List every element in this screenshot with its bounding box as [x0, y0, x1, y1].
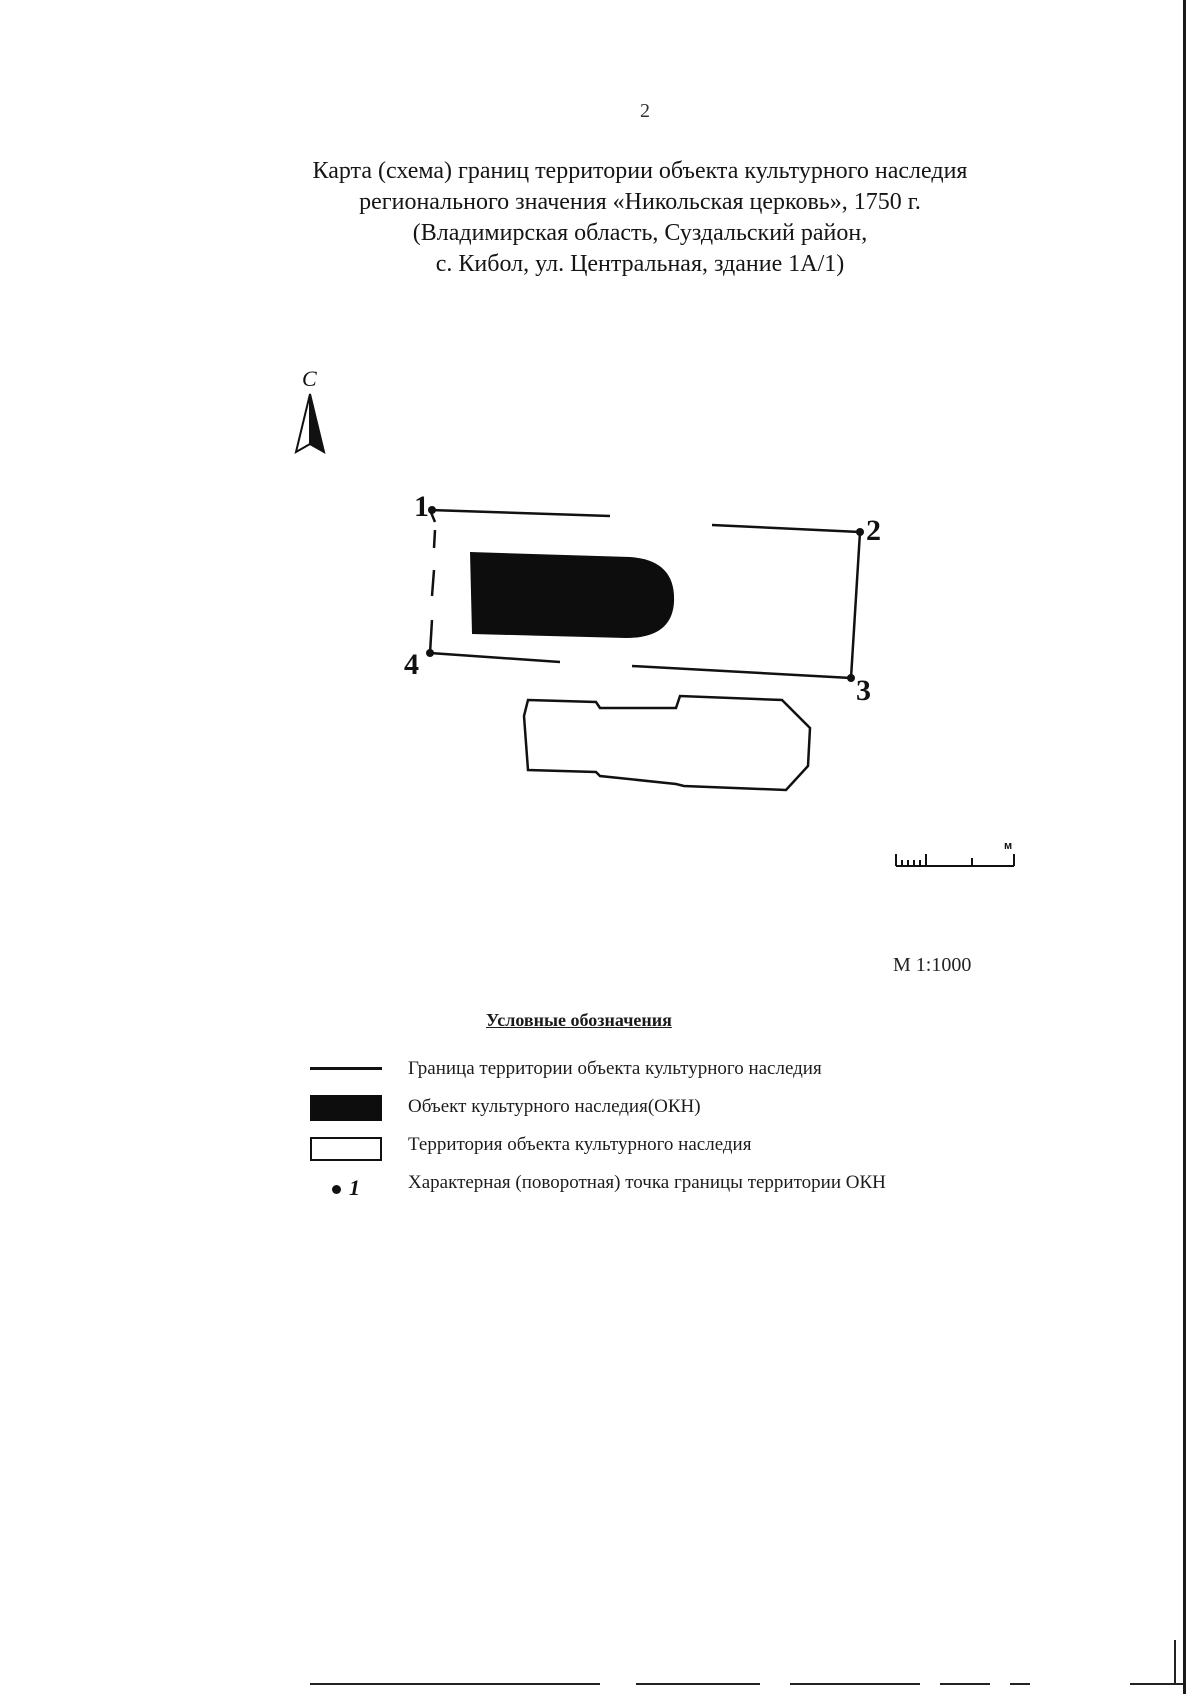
boundary-point-label-4: 4 — [404, 648, 419, 681]
legend-item-territory — [306, 1131, 1066, 1169]
north-label: С — [302, 366, 317, 391]
adjacent-building-outline — [524, 696, 810, 790]
bottom-rule — [310, 1640, 1183, 1684]
title-line-2: регионального значения «Никольская церковь», 1750 г. — [359, 189, 921, 215]
legend-point-label: 1 — [349, 1175, 360, 1200]
boundary-point-label-3: 3 — [856, 674, 871, 707]
scale-bar-unit: м — [1004, 840, 1013, 852]
legend-item-boundary — [306, 1055, 1066, 1093]
legend-white-box-symbol — [306, 1131, 386, 1161]
legend-black-fill-symbol — [306, 1093, 386, 1123]
legend-item-text: Объект культурного наследия(ОКН) — [408, 1096, 701, 1117]
north-arrow-icon — [296, 394, 324, 452]
legend-item-text: Территория объекта культурного наследия — [408, 1134, 752, 1155]
boundary-point-label-2: 2 — [866, 514, 881, 547]
scale-bar — [896, 854, 1014, 866]
legend — [306, 1055, 1066, 1207]
scale-text: М 1:1000 — [893, 954, 972, 976]
page-number: 2 — [640, 100, 650, 122]
boundary-point-4 — [426, 649, 434, 657]
legend-point-symbol — [306, 1169, 386, 1199]
legend-item-text: Характерная (поворотная) точка границы территории ОКН — [408, 1172, 886, 1193]
title-line-4: с. Кибол, ул. Центральная, здание 1А/1) — [435, 251, 845, 277]
boundary-point-3 — [847, 674, 855, 682]
title-line-3: (Владимирская область, Суздальский район, — [412, 220, 868, 246]
boundary-point-1 — [428, 506, 436, 514]
boundary-point-label-1: 1 — [414, 490, 429, 523]
point-dot-icon — [332, 1185, 341, 1194]
heritage-object-shape — [470, 552, 674, 638]
legend-line-symbol — [306, 1055, 386, 1085]
title-line-1: Карта (схема) границ территории объекта культурного наследия — [312, 158, 968, 184]
legend-item-text: Граница территории объекта культурного наследия — [408, 1058, 822, 1079]
legend-title: Условные обозначения — [486, 1010, 672, 1030]
legend-item-turning-point — [306, 1169, 1066, 1207]
boundary-point-2 — [856, 528, 864, 536]
legend-item-heritage-object — [306, 1093, 1066, 1131]
